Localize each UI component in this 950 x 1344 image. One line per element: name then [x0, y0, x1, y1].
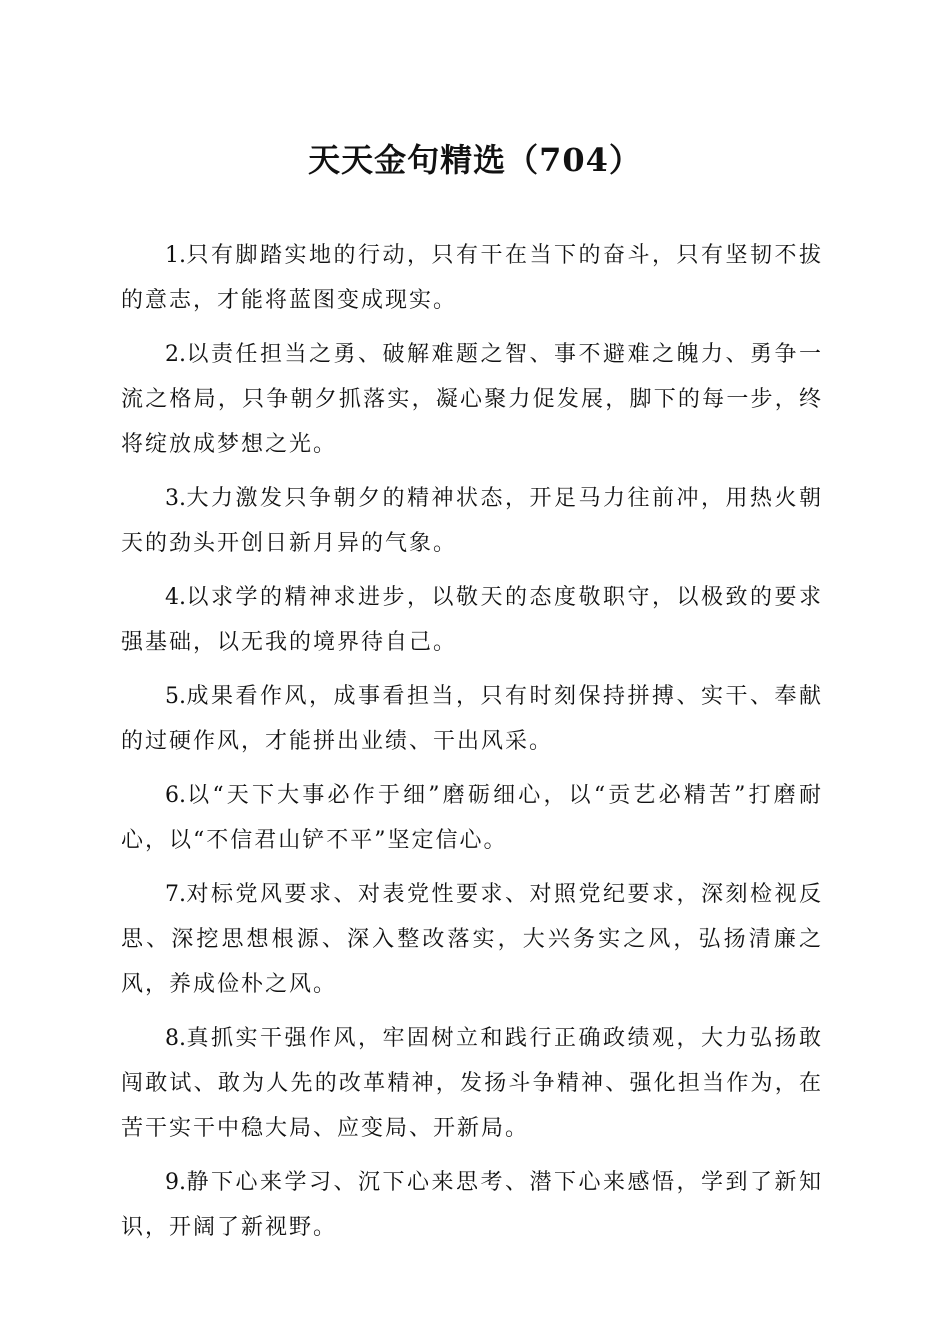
paragraph-text: 静下心来学习、沉下心来思考、潜下心来感悟，学到了新知识，开阔了新视野。	[121, 1170, 823, 1240]
document-body	[121, 233, 823, 1259]
paragraph-2	[121, 332, 823, 467]
paragraph-number: 1.	[165, 243, 186, 268]
paragraph-text: 只有脚踏实地的行动，只有干在当下的奋斗，只有坚韧不拔的意志，才能将蓝图变成现实。	[121, 243, 823, 313]
paragraph-number: 3.	[165, 486, 186, 511]
paragraph-text: 以“天下大事必作于细”磨砺细心，以“贡艺必精苦”打磨耐心，以“不信君山铲不平”坚定信心。	[121, 783, 823, 853]
paragraph-number: 5.	[165, 684, 186, 709]
paragraph-8	[121, 1016, 823, 1151]
paragraph-number: 9.	[165, 1170, 186, 1195]
paragraph-text: 以责任担当之勇、破解难题之智、事不避难之魄力、勇争一流之格局，只争朝夕抓落实，凝心聚力促发展，脚下的每一步，终将绽放成梦想之光。	[121, 342, 823, 457]
paragraph-3	[121, 476, 823, 566]
paragraph-text: 真抓实干强作风，牢固树立和践行正确政绩观，大力弘扬敢闯敢试、敢为人先的改革精神，发扬斗争精神、强化担当作为，在苦干实干中稳大局、应变局、开新局。	[121, 1026, 823, 1141]
paragraph-5	[121, 674, 823, 764]
paragraph-text: 成果看作风，成事看担当，只有时刻保持拼搏、实干、奉献的过硬作风，才能拼出业绩、干出风采。	[121, 684, 823, 754]
paragraph-1	[121, 233, 823, 323]
paragraph-4	[121, 575, 823, 665]
paragraph-text: 对标党风要求、对表党性要求、对照党纪要求，深刻检视反思、深挖思想根源、深入整改落实，大兴务实之风，弘扬清廉之风，养成俭朴之风。	[121, 882, 823, 997]
paragraph-number: 8.	[165, 1026, 186, 1051]
paragraph-7	[121, 872, 823, 1007]
paragraph-number: 2.	[165, 342, 186, 367]
paragraph-9	[121, 1160, 823, 1250]
paragraph-text: 以求学的精神求进步，以敬天的态度敬职守，以极致的要求强基础，以无我的境界待自己。	[121, 585, 823, 655]
paragraph-number: 4.	[165, 585, 186, 610]
paragraph-number: 7.	[165, 882, 186, 907]
document-title: 天天金句精选（704）	[308, 141, 642, 179]
paragraph-6	[121, 773, 823, 863]
paragraph-number: 6.	[165, 783, 186, 808]
paragraph-text: 大力激发只争朝夕的精神状态，开足马力往前冲，用热火朝天的劲头开创日新月异的气象。	[121, 486, 823, 556]
